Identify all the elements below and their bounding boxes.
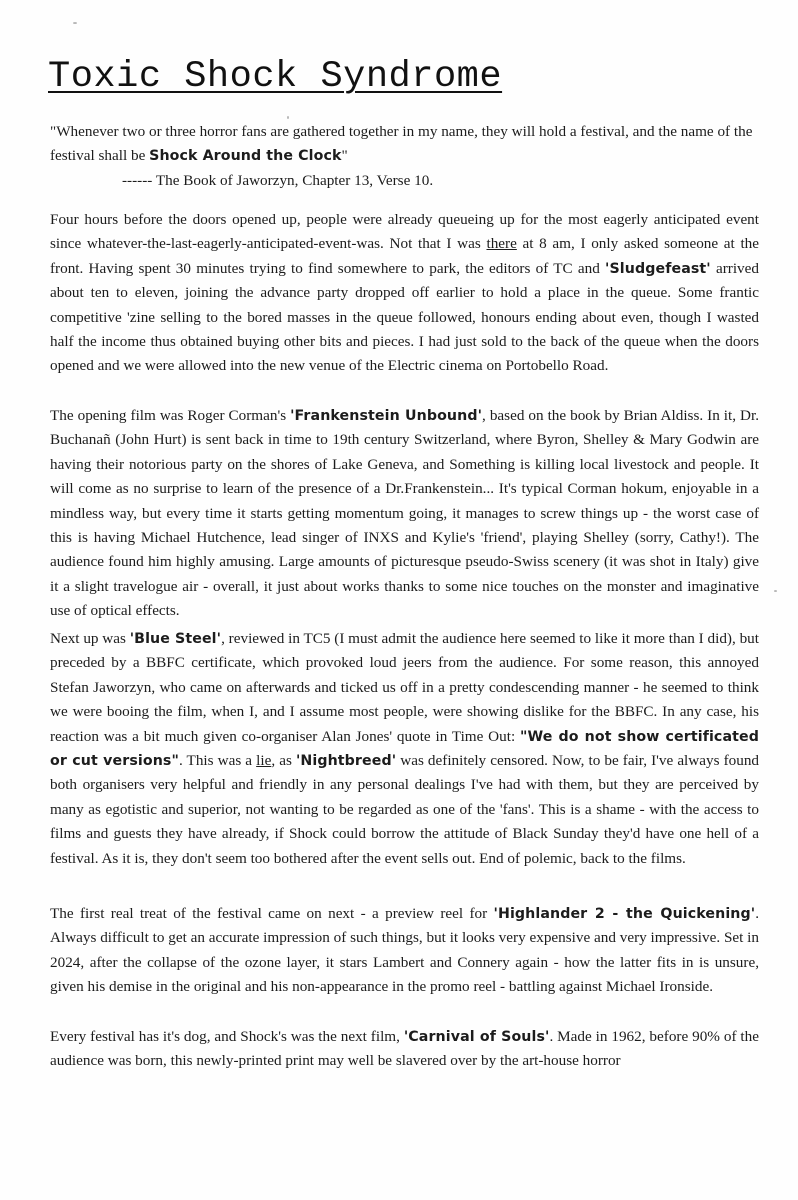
epigraph-quote-close: " — [341, 147, 348, 165]
time-out-quote: "We do not show certificated or cut versions" — [50, 728, 759, 770]
paragraph-queue — [50, 208, 759, 379]
scan-speck — [774, 590, 777, 592]
epigraph-quote — [50, 120, 759, 169]
emphasis-underline: lie — [256, 752, 272, 770]
paragraph-text: Four hours before the doors opened up, people were already queueing up for the most eagerly anticipated event since whatever-the-last-eagerly-anticipated-event-was. Not that I was — [50, 211, 759, 253]
paragraph-carnival-of-souls — [50, 1025, 759, 1074]
paragraph-text: . Always difficult to get an accurate impression of such things, but it looks very expensive and very impressive. Set in 2024, after the collapse of the ozone layer, it stars Lambert and Connery again - how the latter fits in is unsure, given his demise in the original and his non-appearance in the promo reel - battling against Michael Ironside. — [50, 905, 759, 996]
paragraph-text: arrived about ten to eleven, joining the advance party dropped off earlier to hold a place in the queue. Some frantic competitive 'zine selling to the bored masses in the queue followed, honours ending about even, though I wasted half the income thus obtained buying other bits and pieces. I had just sold to the back of the queue when the doors opened and we were allowed into the new venue of the Electric cinema on Portobello Road. — [50, 259, 759, 375]
paragraph-text: The opening film was Roger Corman's — [50, 407, 291, 424]
article-title: Toxic Shock Syndrome — [48, 56, 503, 98]
paragraph-text: , reviewed in TC5 (I must admit the audience here seemed to like it more than I did), but preceded by a BBFC certificate, which provoked loud jeers from the audience. For some reason, this annoyed Stefan Jaworzyn, who came on afterwards and ticked us off in a pretty condescending manner - he seemed to think we were booing the film, when I, and I assume most people, were showing dislike for the BBFC. In any case, his reaction was a bit much given co-organiser Alan Jones' quote in Time Out: — [50, 630, 759, 745]
emphasis-underline: there — [486, 235, 517, 253]
paragraph-frankenstein-unbound — [50, 404, 759, 624]
paragraph-highlander-2 — [50, 902, 759, 1000]
scan-speck — [73, 22, 77, 24]
epigraph-quote-text: "Whenever two or three horror fans are gathered together in my name, they will hold a festival, and the name of the festival shall be — [50, 123, 753, 165]
paragraph-text: The first real treat of the festival came on next - a preview reel for — [50, 905, 494, 922]
film-title: 'Frankenstein Unbound' — [290, 408, 483, 424]
paragraph-text: Next up was — [50, 630, 130, 647]
zine-name: 'Sludgefeast' — [605, 260, 711, 277]
film-title: 'Blue Steel' — [129, 631, 222, 647]
paragraph-text: at 8 am, I only asked someone at the front. Having spent 30 minutes trying to find somewhere to park, the editors of TC and — [50, 235, 760, 277]
film-title: 'Highlander 2 - the Quickening' — [493, 906, 756, 922]
paragraph-text: was definitely censored. Now, to be fair, I've always found both organisers very helpful and friendly in any personal dealings I've had with them, but they are perceived by many as egotistic and superior, not wanting to be regarded as one of the 'fans'. This is a shame - with the access to films and guests they have already, if Shock could borrow the attitude of Black Sunday they'd have one hell of a festival. As it is, they don't seem too bothered after the event sells out. End of polemic, back to the films. — [50, 752, 760, 867]
paragraph-text: . This was a — [178, 752, 257, 770]
scan-speck — [287, 116, 289, 119]
paragraph-blue-steel — [50, 627, 759, 871]
film-title: 'Carnival of Souls' — [403, 1029, 550, 1045]
paragraph-text: Every festival has it's dog, and Shock's was the next film, — [50, 1028, 404, 1045]
epigraph-festival-name: Shock Around the Clock — [149, 148, 342, 165]
film-title: 'Nightbreed' — [295, 753, 397, 770]
paragraph-text: . Made in 1962, before 90% of the audience was born, this newly-printed print may well be slavered over by the art-house horror — [50, 1028, 759, 1070]
paragraph-text: , as — [271, 752, 296, 770]
epigraph-attribution: ------ The Book of Jaworzyn, Chapter 13, Verse 10. — [122, 171, 434, 189]
paragraph-text: , based on the book by Brian Aldiss. In it, Dr. Buchanañ (John Hurt) is sent back in time to 19th century Switzerland, where Byron, Shelley & Mary Godwin are having their notorious party on the shores of Lake Geneva, and Something is killing local livestock and people. It will come as no surprise to learn of the presence of a Dr.Frankenstein... It's typical Corman hokum, enjoyable in a mindless way, but every time it starts getting momentum going, it manages to screw things up - the worst case of this is having Michael Hutchence, lead singer of INXS and Kylie's 'friend', playing Shelley (sorry, Cathy!). The audience found him highly amusing. Large amounts of picturesque pseudo-Swiss scenery (it was shot in Italy) give it a slight travelogue air - overall, it just about works thanks to some nice touches on the monster and imaginative use of optical effects. — [50, 407, 760, 620]
epigraph — [50, 120, 759, 193]
